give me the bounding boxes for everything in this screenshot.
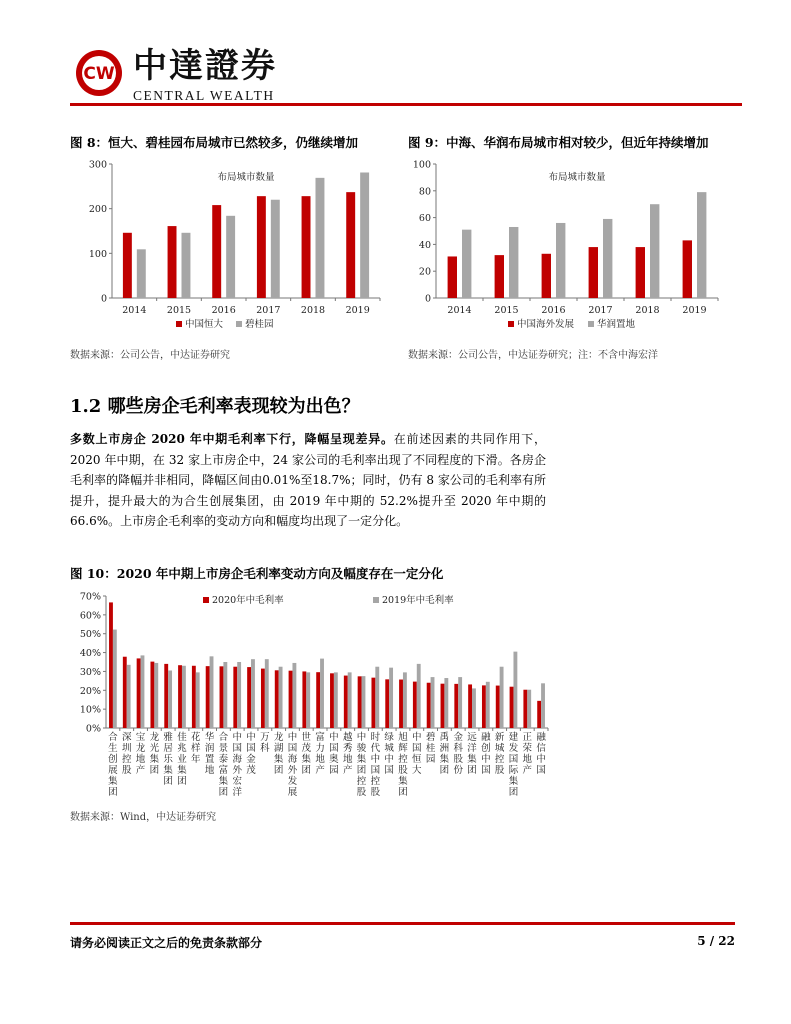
- x-tick-label: 展: [287, 787, 298, 798]
- x-tick-label: 团: [356, 765, 367, 776]
- svg-text:CW: CW: [83, 64, 115, 84]
- paragraph-lead: 多数上市房企 2020 年中期毛利率下行，降幅呈现差异。: [70, 432, 394, 446]
- bar: [223, 662, 227, 728]
- x-tick-label: 际: [508, 765, 519, 776]
- y-tick-label: 0%: [85, 723, 101, 735]
- x-tick-label: 控: [121, 754, 132, 765]
- company-logo: [74, 48, 124, 98]
- x-tick-label: 润: [204, 743, 215, 754]
- bar: [496, 686, 500, 728]
- x-tick-label: 科: [260, 743, 270, 754]
- bar: [472, 688, 476, 728]
- x-tick-label: 宝: [135, 732, 146, 743]
- x-tick-label: 发: [508, 743, 519, 754]
- x-tick-label: 金: [453, 732, 463, 743]
- x-tick-label: 创: [481, 743, 491, 754]
- legend-label: 碧桂园: [245, 319, 274, 330]
- figure-10-source: 数据来源：Wind，中达证券研究: [70, 812, 217, 823]
- chart-title: 布局城市数量: [217, 172, 275, 183]
- bar: [271, 200, 280, 298]
- x-tick-label: 集: [108, 776, 118, 787]
- figure-9-source: 数据来源：公司公告，中达证券研究；注：不含中海宏洋: [408, 350, 658, 361]
- bar: [589, 247, 598, 298]
- bar: [448, 256, 457, 298]
- x-tick-label: 2014: [122, 305, 147, 316]
- bar: [168, 226, 177, 298]
- x-tick-label: 中: [232, 732, 242, 743]
- legend-label: 2020年中毛利率: [212, 595, 284, 606]
- x-tick-label: 控: [398, 754, 408, 765]
- x-tick-label: 深: [121, 732, 132, 743]
- y-tick-label: 30%: [79, 666, 101, 678]
- bar: [196, 672, 200, 728]
- legend-label: 华润置地: [597, 319, 636, 330]
- x-tick-label: 地: [342, 754, 353, 765]
- x-tick-label: 集: [177, 765, 187, 776]
- y-tick-label: 80: [418, 186, 431, 198]
- x-tick-label: 荣: [522, 743, 533, 754]
- x-tick-label: 集: [163, 765, 173, 776]
- x-tick-label: 龙: [273, 732, 284, 743]
- bar: [316, 178, 325, 298]
- figure-10-title: 图 10：2020 年中期上市房企毛利率变动方向及幅度存在一定分化: [70, 566, 444, 581]
- x-tick-label: 桂: [425, 743, 436, 754]
- x-tick-label: 团: [149, 765, 160, 776]
- x-tick-label: 洋: [232, 787, 242, 798]
- x-tick-label: 新: [494, 732, 505, 743]
- x-tick-label: 2015: [166, 305, 192, 316]
- x-tick-label: 国: [412, 743, 422, 754]
- footer-divider: [70, 922, 735, 925]
- bar: [371, 678, 375, 728]
- bar: [399, 680, 403, 728]
- y-tick-label: 100: [88, 248, 107, 260]
- x-tick-label: 建: [508, 732, 519, 743]
- bar: [237, 662, 241, 728]
- bar: [302, 671, 306, 728]
- x-tick-label: 集: [467, 754, 477, 765]
- bar: [348, 672, 352, 728]
- x-tick-label: 置: [204, 754, 215, 765]
- brand-name-en: CENTRAL WEALTH: [133, 88, 275, 103]
- x-tick-label: 时: [370, 732, 381, 743]
- y-tick-label: 40: [418, 239, 431, 251]
- x-tick-label: 骏: [356, 743, 367, 754]
- bar: [413, 682, 417, 728]
- x-tick-label: 集: [439, 754, 450, 765]
- x-tick-label: 控: [370, 776, 381, 787]
- x-tick-label: 团: [108, 787, 118, 798]
- x-tick-label: 金: [246, 754, 256, 765]
- x-tick-label: 团: [163, 776, 173, 787]
- bar: [210, 656, 214, 728]
- figure-8-source: 数据来源：公司公告，中达证券研究: [70, 350, 230, 361]
- y-tick-label: 100: [412, 159, 431, 171]
- bar: [141, 655, 145, 728]
- bar: [334, 672, 338, 728]
- bar: [650, 204, 659, 298]
- bar: [251, 659, 255, 728]
- page-number: 5 / 22: [697, 934, 735, 948]
- bar: [458, 677, 462, 728]
- x-tick-label: 兆: [177, 743, 187, 754]
- bar: [468, 684, 472, 728]
- x-tick-label: 远: [467, 732, 477, 743]
- x-tick-label: 股: [370, 787, 381, 798]
- x-tick-label: 恒: [412, 754, 422, 765]
- x-tick-label: 融: [481, 732, 491, 743]
- bar: [220, 666, 224, 728]
- bar: [362, 676, 366, 728]
- x-tick-label: 2019: [345, 305, 370, 316]
- bar: [330, 673, 334, 728]
- legend-swatch: [203, 597, 209, 603]
- legend-swatch: [236, 321, 242, 327]
- section-paragraph: [70, 429, 546, 532]
- bar: [441, 684, 445, 728]
- x-tick-label: 股: [453, 754, 463, 765]
- x-tick-label: 集: [149, 754, 160, 765]
- bar: [358, 676, 362, 728]
- x-tick-label: 洲: [439, 743, 450, 754]
- x-tick-label: 产: [135, 765, 146, 776]
- bar: [275, 670, 279, 728]
- x-tick-label: 团: [218, 787, 229, 798]
- bar: [279, 667, 283, 728]
- y-tick-label: 200: [88, 204, 107, 216]
- x-tick-label: 中: [481, 754, 491, 765]
- x-tick-label: 茂: [301, 743, 312, 754]
- bar: [265, 659, 269, 728]
- bar: [462, 230, 471, 298]
- x-tick-label: 泰: [218, 754, 229, 765]
- y-tick-label: 0: [424, 293, 431, 305]
- legend-swatch: [373, 597, 379, 603]
- x-tick-label: 禹: [439, 732, 450, 743]
- x-tick-label: 集: [398, 776, 408, 787]
- x-tick-label: 发: [287, 776, 298, 787]
- x-tick-label: 富: [218, 765, 229, 776]
- bar: [509, 227, 518, 298]
- bar: [154, 663, 158, 728]
- x-tick-label: 碧: [425, 732, 436, 743]
- bar: [192, 666, 196, 728]
- bar: [247, 667, 251, 728]
- bar: [523, 690, 527, 728]
- bar: [556, 223, 565, 298]
- x-tick-label: 团: [467, 765, 477, 776]
- chart-title: 布局城市数量: [548, 172, 606, 183]
- x-tick-label: 大: [412, 765, 422, 776]
- bar: [292, 663, 296, 728]
- y-tick-label: 60: [418, 213, 431, 225]
- legend-label: 中国海外发展: [517, 319, 575, 330]
- x-tick-label: 海: [232, 754, 242, 765]
- bar: [316, 672, 320, 728]
- bar: [113, 630, 117, 728]
- bar: [417, 664, 421, 728]
- bar: [697, 192, 706, 298]
- bar: [168, 670, 172, 728]
- x-tick-label: 中: [384, 754, 394, 765]
- x-tick-label: 集: [356, 754, 367, 765]
- x-tick-label: 奥: [329, 754, 339, 765]
- bar: [500, 667, 504, 728]
- x-tick-label: 园: [329, 765, 339, 776]
- x-tick-label: 国: [370, 765, 381, 776]
- x-tick-label: 合: [108, 732, 118, 743]
- bar: [123, 657, 127, 728]
- x-tick-label: 控: [494, 754, 505, 765]
- x-tick-label: 国: [329, 743, 339, 754]
- x-tick-label: 越: [342, 732, 353, 743]
- x-tick-label: 洋: [467, 743, 477, 754]
- footer-disclaimer: 请务必阅读正文之后的免责条款部分: [70, 936, 263, 950]
- section-heading: 1.2 哪些房企毛利率表现较为出色？: [70, 396, 360, 417]
- x-tick-label: 光: [149, 743, 160, 754]
- x-tick-label: 城: [494, 743, 505, 754]
- x-tick-label: 创: [108, 754, 118, 765]
- x-tick-label: 中: [370, 754, 381, 765]
- x-tick-label: 龙: [135, 743, 146, 754]
- x-tick-label: 中: [536, 754, 546, 765]
- y-tick-label: 20: [418, 266, 431, 278]
- bar: [306, 672, 310, 728]
- x-tick-label: 股: [121, 765, 132, 776]
- bar: [182, 666, 186, 728]
- x-tick-label: 产: [522, 765, 533, 776]
- y-tick-label: 40%: [79, 648, 101, 660]
- x-tick-label: 合: [218, 732, 229, 743]
- x-tick-label: 股: [494, 765, 505, 776]
- bar: [150, 662, 154, 728]
- bar: [233, 667, 237, 728]
- x-tick-label: 2019: [682, 305, 707, 316]
- figure-9-title: 图 9：中海、华润布局城市相对较少，但近年持续增加: [408, 135, 709, 150]
- x-tick-label: 份: [453, 765, 463, 776]
- x-tick-label: 旭: [398, 732, 408, 743]
- legend-label: 中国恒大: [185, 319, 224, 330]
- x-tick-label: 圳: [121, 743, 132, 754]
- x-tick-label: 股: [398, 765, 408, 776]
- y-tick-label: 10%: [79, 704, 101, 716]
- x-tick-label: 业: [177, 754, 187, 765]
- figure-9-chart: [408, 152, 728, 337]
- x-tick-label: 年: [191, 754, 201, 765]
- bar: [683, 240, 692, 298]
- y-tick-label: 60%: [79, 610, 101, 622]
- x-tick-label: 团: [398, 787, 408, 798]
- x-tick-label: 绿: [384, 732, 394, 743]
- y-tick-label: 20%: [79, 685, 101, 697]
- x-tick-label: 世: [301, 732, 312, 743]
- bar: [164, 664, 168, 728]
- bar: [537, 701, 541, 728]
- bar: [454, 684, 458, 728]
- bar: [603, 219, 612, 298]
- figure-8-chart: [70, 152, 390, 337]
- x-tick-label: 地: [204, 765, 215, 776]
- bar: [344, 676, 348, 728]
- x-tick-label: 宏: [232, 776, 242, 787]
- x-tick-label: 外: [287, 765, 298, 776]
- bar: [137, 658, 141, 728]
- bar: [302, 196, 311, 298]
- x-tick-label: 样: [191, 743, 201, 754]
- x-tick-label: 控: [356, 776, 367, 787]
- x-tick-label: 2016: [541, 305, 566, 316]
- x-tick-label: 华: [204, 732, 215, 743]
- x-tick-label: 城: [384, 743, 394, 754]
- bar: [636, 247, 645, 298]
- bar: [226, 216, 235, 298]
- bar: [206, 666, 210, 728]
- x-tick-label: 2018: [300, 305, 326, 316]
- x-tick-label: 2017: [256, 305, 281, 316]
- x-tick-label: 集: [508, 776, 519, 787]
- bar: [346, 192, 355, 298]
- x-tick-label: 国: [384, 765, 394, 776]
- y-tick-label: 70%: [79, 591, 101, 603]
- bar: [541, 683, 545, 728]
- x-tick-label: 国: [287, 743, 298, 754]
- bar: [385, 679, 389, 728]
- x-tick-label: 花: [191, 732, 201, 743]
- bar: [513, 652, 517, 728]
- x-tick-label: 国: [508, 754, 519, 765]
- x-tick-label: 万: [260, 732, 270, 743]
- bar: [542, 254, 551, 298]
- bar: [375, 667, 379, 728]
- x-tick-label: 集: [301, 754, 312, 765]
- x-tick-label: 融: [536, 732, 546, 743]
- bar: [527, 690, 531, 728]
- x-tick-label: 乐: [163, 754, 173, 765]
- x-tick-label: 中: [412, 732, 422, 743]
- bar: [212, 205, 221, 298]
- x-tick-label: 集: [273, 754, 284, 765]
- x-tick-label: 科: [453, 743, 463, 754]
- x-tick-label: 2017: [588, 305, 613, 316]
- brand-name-cn: 中達證券: [133, 46, 277, 86]
- x-tick-label: 团: [177, 776, 187, 787]
- bar: [137, 249, 146, 298]
- x-tick-label: 龙: [149, 732, 160, 743]
- bar: [427, 683, 431, 728]
- x-tick-label: 海: [287, 754, 298, 765]
- x-tick-label: 展: [108, 765, 118, 776]
- x-tick-label: 正: [522, 732, 533, 743]
- x-tick-label: 中: [287, 732, 298, 743]
- x-tick-label: 产: [315, 765, 325, 776]
- x-tick-label: 中: [246, 732, 256, 743]
- bar: [389, 668, 393, 728]
- x-tick-label: 国: [232, 743, 242, 754]
- x-tick-label: 秀: [342, 743, 353, 754]
- y-tick-label: 0: [100, 293, 107, 305]
- x-tick-label: 地: [135, 754, 146, 765]
- legend-swatch: [588, 321, 594, 327]
- x-tick-label: 地: [522, 754, 533, 765]
- y-tick-label: 300: [88, 159, 107, 171]
- figure-8-title: 图 8：恒大、碧桂园布局城市已然较多，仍继续增加: [70, 135, 359, 150]
- bar: [495, 255, 504, 298]
- legend-swatch: [508, 321, 514, 327]
- bar: [482, 685, 486, 728]
- x-tick-label: 生: [108, 743, 118, 754]
- bar: [320, 659, 324, 728]
- x-tick-label: 国: [246, 743, 256, 754]
- bar: [403, 672, 407, 728]
- x-tick-label: 外: [232, 765, 242, 776]
- x-tick-label: 团: [439, 765, 450, 776]
- x-tick-label: 茂: [246, 765, 256, 776]
- bar: [360, 172, 369, 298]
- x-tick-label: 股: [356, 787, 367, 798]
- x-tick-label: 团: [301, 765, 312, 776]
- x-tick-label: 居: [163, 743, 173, 754]
- paragraph-body: 在前述因素的共同作用下，2020 年中期，在 32 家上市房企中，24 家公司的毛利率出现了不同程度的下滑。各房企毛利率的降幅并非相同，降幅区间由0.01%至18.7%；同时，仍有 8 家公司的毛利率有所提升，提升最大的为合生创展集团，由 2019 年中期的 52.2%提升至 2020 年中期的 66.6%。上市房企毛利率的变动方向和幅度均出现了一定分化。: [70, 432, 546, 528]
- bar: [431, 677, 435, 728]
- x-tick-label: 中: [356, 732, 367, 743]
- legend-swatch: [176, 321, 182, 327]
- x-tick-label: 辉: [398, 743, 408, 754]
- bar: [123, 233, 132, 298]
- x-tick-label: 园: [425, 754, 436, 765]
- x-tick-label: 信: [536, 743, 546, 754]
- x-tick-label: 湖: [273, 743, 284, 754]
- x-tick-label: 佳: [177, 732, 187, 743]
- x-tick-label: 团: [273, 765, 284, 776]
- bar: [257, 196, 266, 298]
- x-tick-label: 2015: [494, 305, 519, 316]
- figure-10-chart: [70, 587, 560, 802]
- x-tick-label: 国: [536, 765, 546, 776]
- x-tick-label: 产: [342, 765, 353, 776]
- x-tick-label: 国: [481, 765, 491, 776]
- x-tick-label: 景: [218, 743, 229, 754]
- x-tick-label: 2016: [211, 305, 236, 316]
- x-tick-label: 富: [315, 732, 325, 743]
- legend-label: 2019年中毛利率: [382, 595, 454, 606]
- bar: [510, 687, 514, 728]
- bar: [109, 602, 113, 728]
- header-divider: [70, 103, 742, 106]
- x-tick-label: 团: [508, 787, 519, 798]
- x-tick-label: 2014: [447, 305, 472, 316]
- x-tick-label: 地: [315, 754, 325, 765]
- x-tick-label: 力: [315, 743, 325, 754]
- x-tick-label: 中: [329, 732, 339, 743]
- bar: [261, 669, 265, 728]
- x-tick-label: 代: [370, 743, 381, 754]
- bar: [178, 665, 182, 728]
- bar: [182, 233, 191, 298]
- bar: [289, 671, 293, 728]
- x-tick-label: 2018: [635, 305, 660, 316]
- y-tick-label: 50%: [79, 629, 101, 641]
- x-tick-label: 雅: [163, 732, 173, 743]
- bar: [444, 678, 448, 728]
- bar: [127, 665, 131, 728]
- bar: [486, 682, 490, 728]
- x-tick-label: 集: [218, 776, 229, 787]
